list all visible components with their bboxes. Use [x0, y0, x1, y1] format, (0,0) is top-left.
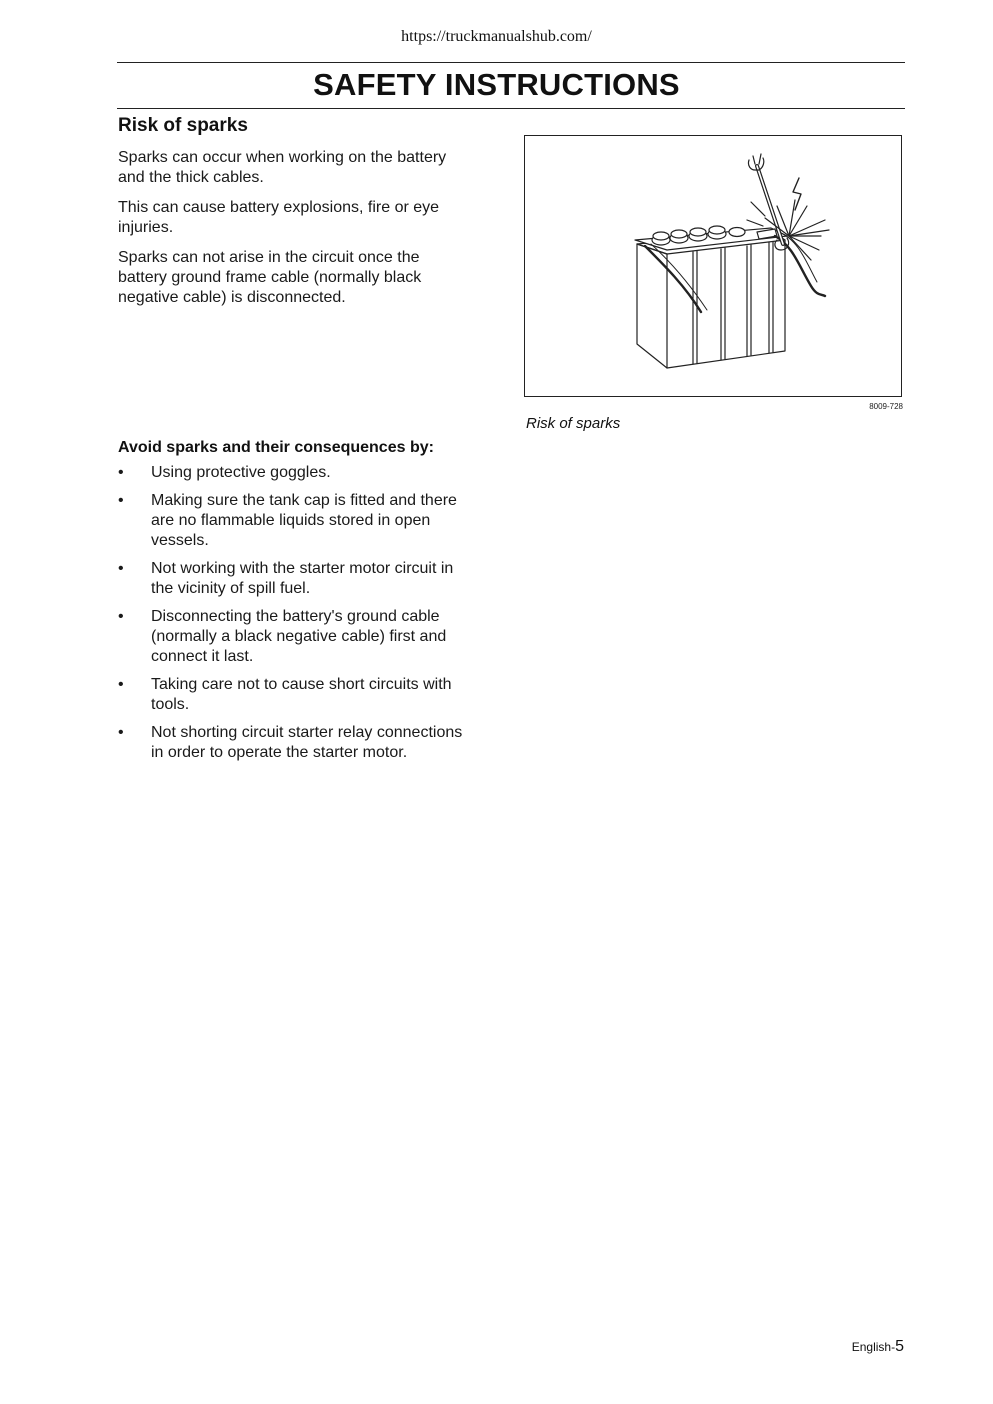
list-item-text: Disconnecting the battery's ground cable (normally a black negative cable) first and connect it last. — [151, 608, 447, 665]
list-item — [118, 463, 463, 483]
intro-paragraph: This can cause battery explosions, fire or eye injuries. — [118, 199, 440, 236]
list-item — [118, 491, 463, 551]
bullet-icon: • — [118, 724, 124, 741]
battery-sparks-illustration — [525, 136, 903, 398]
intro-paragraph: Sparks can occur when working on the battery and the thick cables. — [118, 149, 447, 186]
page-number — [820, 1338, 904, 1356]
header-rule-top — [117, 62, 905, 63]
list-item-text: Taking care not to cause short circuits with tools. — [151, 676, 452, 713]
header-rule-bottom — [117, 108, 905, 109]
list-item — [118, 723, 463, 763]
intro-paragraph: Sparks can not arise in the circuit once the battery ground frame cable (normally black negative cable) is disconnected. — [118, 249, 422, 306]
list-item-text: Making sure the tank cap is fitted and there are no flammable liquids stored in open vessels. — [151, 492, 457, 549]
page-title: SAFETY INSTRUCTIONS — [313, 67, 680, 102]
list-item-text: Not working with the starter motor circuit in the vicinity of spill fuel. — [151, 560, 454, 597]
list-item-text: Using protective goggles. — [151, 464, 331, 481]
bullet-icon: • — [118, 492, 124, 509]
bullet-icon: • — [118, 676, 124, 693]
figure-caption: Risk of sparks — [526, 415, 621, 432]
list-item-text: Not shorting circuit starter relay connections in order to operate the starter motor. — [151, 724, 463, 761]
page-number-value: 5 — [895, 1338, 904, 1355]
list-item — [118, 559, 463, 599]
avoid-heading: Avoid sparks and their consequences by: — [118, 439, 434, 456]
source-url: https://truckmanualshub.com/ — [401, 28, 592, 45]
list-item — [118, 675, 463, 715]
figure-frame — [524, 135, 902, 397]
figure-code: 8009-728 — [869, 402, 903, 411]
page-language: English- — [851, 1340, 896, 1354]
bullet-icon: • — [118, 464, 124, 481]
list-item — [118, 607, 463, 667]
bullet-icon: • — [118, 560, 124, 577]
intro-text — [118, 148, 468, 318]
section-heading: Risk of sparks — [118, 115, 248, 136]
avoid-list — [118, 463, 463, 771]
bullet-icon: • — [118, 608, 124, 625]
